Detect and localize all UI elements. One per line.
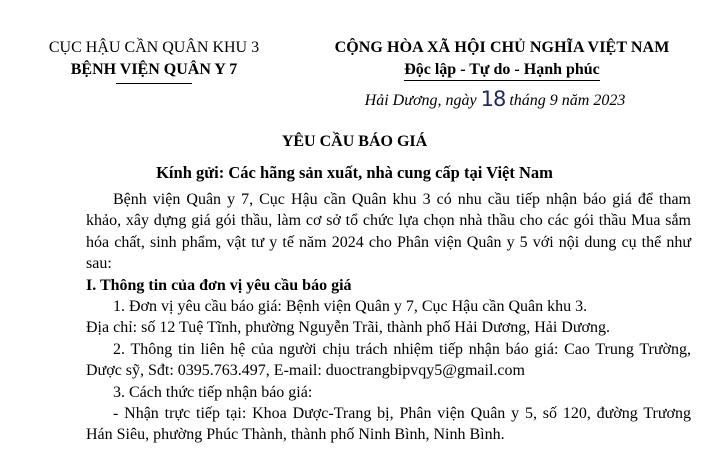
address-line: Địa chỉ: số 12 Tuệ Tĩnh, phường Nguyễn Trãi, thành phố Hải Dương, Hải Dương. [86, 319, 610, 337]
nation-title: CỘNG HÒA XÃ HỘI CHỦ NGHĨA VIỆT NAM [334, 39, 670, 56]
org-underline [116, 83, 192, 84]
document-title: YÊU CẦU BÁO GIÁ [281, 133, 428, 150]
item-3-bullet: - Nhận trực tiếp tại: Khoa Dược-Trang bị, Phân viện Quân y 5, số 120, đường Trương Hán Siêu, phường Phúc Thành, thành phố Ninh Bình, Ninh Bình. [86, 405, 691, 444]
item-3: 3. Cách thức tiếp nhận báo giá: [113, 383, 313, 401]
item-1: 1. Đơn vị yêu cầu báo giá: Bệnh viện Quân y 7, Cục Hậu cần Quân khu 3. [113, 298, 588, 316]
intro-paragraph: Bệnh viện Quân y 7, Cục Hậu cần Quân khu 3 có nhu cầu tiếp nhận báo giá để tham khảo, xây dựng giá gói thầu, làm cơ sở tổ chức lựa chọn nhà thầu cho các gói thầu Mua sắm hóa chất, sinh phẩm, vật tư y tế năm 2024 cho Phân viện Quân y 5 với nội dung cụ thể như sau: [86, 191, 691, 273]
date-prefix: Hải Dương, ngày [364, 92, 481, 109]
org-name: BỆNH VIỆN QUÂN Y 7 [70, 61, 238, 78]
national-header-block [304, 37, 700, 81]
handwritten-day: 18 [480, 87, 506, 111]
document-body [86, 189, 691, 446]
section-heading: I. Thông tin của đơn vị yêu cầu báo giá [86, 276, 352, 294]
parent-org: CỤC HẬU CẦN QUÂN KHU 3 [48, 39, 260, 56]
item-2: 2. Thông tin liên hệ của người chịu trách nhiệm tiếp nhận báo giá: Cao Trung Trường, Dược sỹ, Sđt: 0395.763.497, E-mail: duoctrangbipvqy5@gmail.com [86, 340, 691, 380]
national-motto: Độc lập - Tự do - Hạnh phúc [404, 60, 600, 81]
issuing-org-block [20, 37, 288, 84]
place-date-line [330, 86, 660, 110]
salutation: Kính gửi: Các hãng sản xuất, nhà cung cấp tại Việt Nam [156, 163, 553, 182]
date-suffix: tháng 9 năm 2023 [505, 92, 626, 109]
